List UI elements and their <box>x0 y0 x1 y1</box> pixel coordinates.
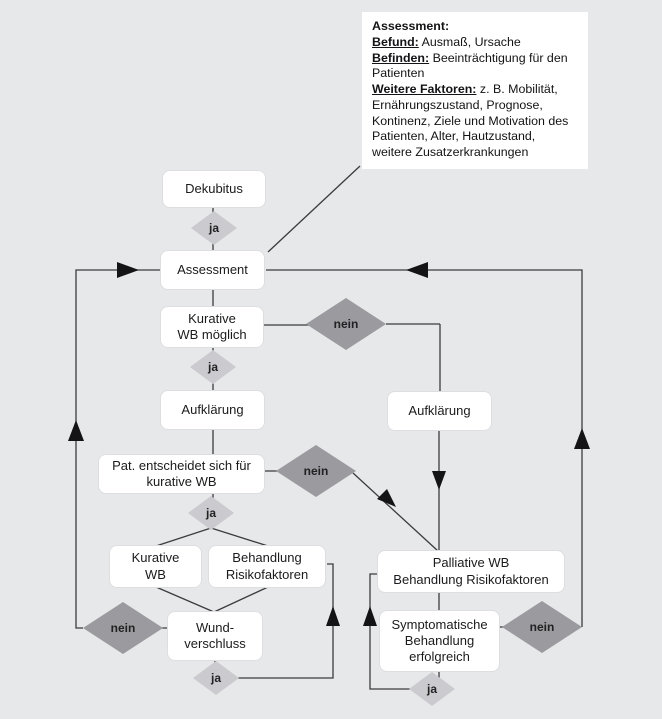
decision-label-ja-wundverschluss: ja <box>210 671 221 685</box>
node-label: Aufklärung <box>181 401 244 417</box>
arrowhead-up-right-loop <box>574 428 590 449</box>
info-item-weitere-faktoren <box>372 82 578 161</box>
node-label: Wund- <box>195 619 235 635</box>
node-pat-entscheidet <box>98 454 265 494</box>
info-item-befinden <box>372 51 578 83</box>
connector-lines <box>76 166 582 690</box>
node-label: Palliative WB <box>432 555 510 571</box>
info-term: Weitere Faktoren: <box>372 82 477 96</box>
info-term: Befund: <box>372 34 419 49</box>
node-label: kurative WB <box>146 474 217 489</box>
decision-label-ja-dekubitus: ja <box>208 221 219 235</box>
arrowhead-left-into-assessment <box>406 262 428 278</box>
node-label: WB möglich <box>177 327 247 342</box>
arrowhead-down-to-palliative <box>432 471 446 490</box>
decision-label-nein-wundverschluss: nein <box>110 621 136 635</box>
info-desc: Ausmaß, Ursache <box>421 34 521 49</box>
node-label: Symptomatische <box>391 616 488 632</box>
node-label: erfolgreich <box>409 649 470 665</box>
node-kurative-wb <box>109 545 202 588</box>
info-title <box>372 19 578 35</box>
node-label: Assessment <box>177 261 248 277</box>
connector <box>214 587 268 612</box>
info-desc: z. B. Mobilität, Ernährungszustand, Prognose, Kontinenz, Ziele und Motivation des Patienten, Alter, Hautzustand, weitere Zusatzerkrankungen <box>372 82 569 159</box>
decision-label-ja-symptomatische: ja <box>426 682 437 696</box>
callout-line-assessment-info <box>268 166 360 252</box>
info-desc: Beeinträchtigung für den Patienten <box>372 50 568 81</box>
arrowhead-up-left-loop <box>68 420 84 441</box>
assessment-info-box <box>362 12 588 169</box>
connector <box>156 587 214 612</box>
info-item-befund <box>372 35 578 51</box>
node-label: Risikofaktoren <box>225 566 309 582</box>
node-assessment <box>160 250 265 290</box>
connector <box>211 528 268 546</box>
info-title-text: Assessment: <box>372 19 450 33</box>
node-label: Behandlung Risikofaktoren <box>393 571 549 587</box>
node-dekubitus <box>162 170 266 208</box>
arrowhead-right-into-assessment <box>117 262 139 278</box>
node-aufklaerung-links <box>160 390 265 430</box>
node-label: Dekubitus <box>185 180 243 196</box>
node-palliative-wb <box>377 550 565 593</box>
node-symptomatische-behandlung <box>379 610 500 672</box>
node-behandlung-risikofaktoren <box>208 545 326 588</box>
node-kurative-wb-moeglich <box>160 306 264 348</box>
decision-label-nein-kurative-wb-moeglich: nein <box>333 317 359 331</box>
decision-label-ja-kurative-wb-moeglich: ja <box>207 360 218 374</box>
node-wundverschluss <box>167 611 263 661</box>
node-label: WB <box>145 566 166 582</box>
arrowhead-up-to-palliative <box>363 606 377 626</box>
node-label: Pat. entscheidet sich für <box>112 457 251 473</box>
node-label: Behandlung <box>404 632 475 648</box>
decision-label-nein-pat-entscheidet: nein <box>303 464 329 478</box>
decision-label-nein-symptomatische: nein <box>529 620 555 634</box>
arrowhead-up-to-behandlung <box>326 606 340 626</box>
info-term: Befinden: <box>372 50 430 65</box>
node-aufklaerung-rechts <box>387 391 492 431</box>
node-label: Kurative <box>131 550 180 566</box>
node-label: Behandlung <box>232 550 302 566</box>
node-label: Kurative <box>188 310 236 326</box>
connector <box>353 473 438 551</box>
connector <box>156 528 211 546</box>
node-label: verschluss <box>184 636 246 651</box>
decision-label-ja-pat-entscheidet: ja <box>205 506 216 520</box>
node-label: Aufklärung <box>408 402 471 418</box>
